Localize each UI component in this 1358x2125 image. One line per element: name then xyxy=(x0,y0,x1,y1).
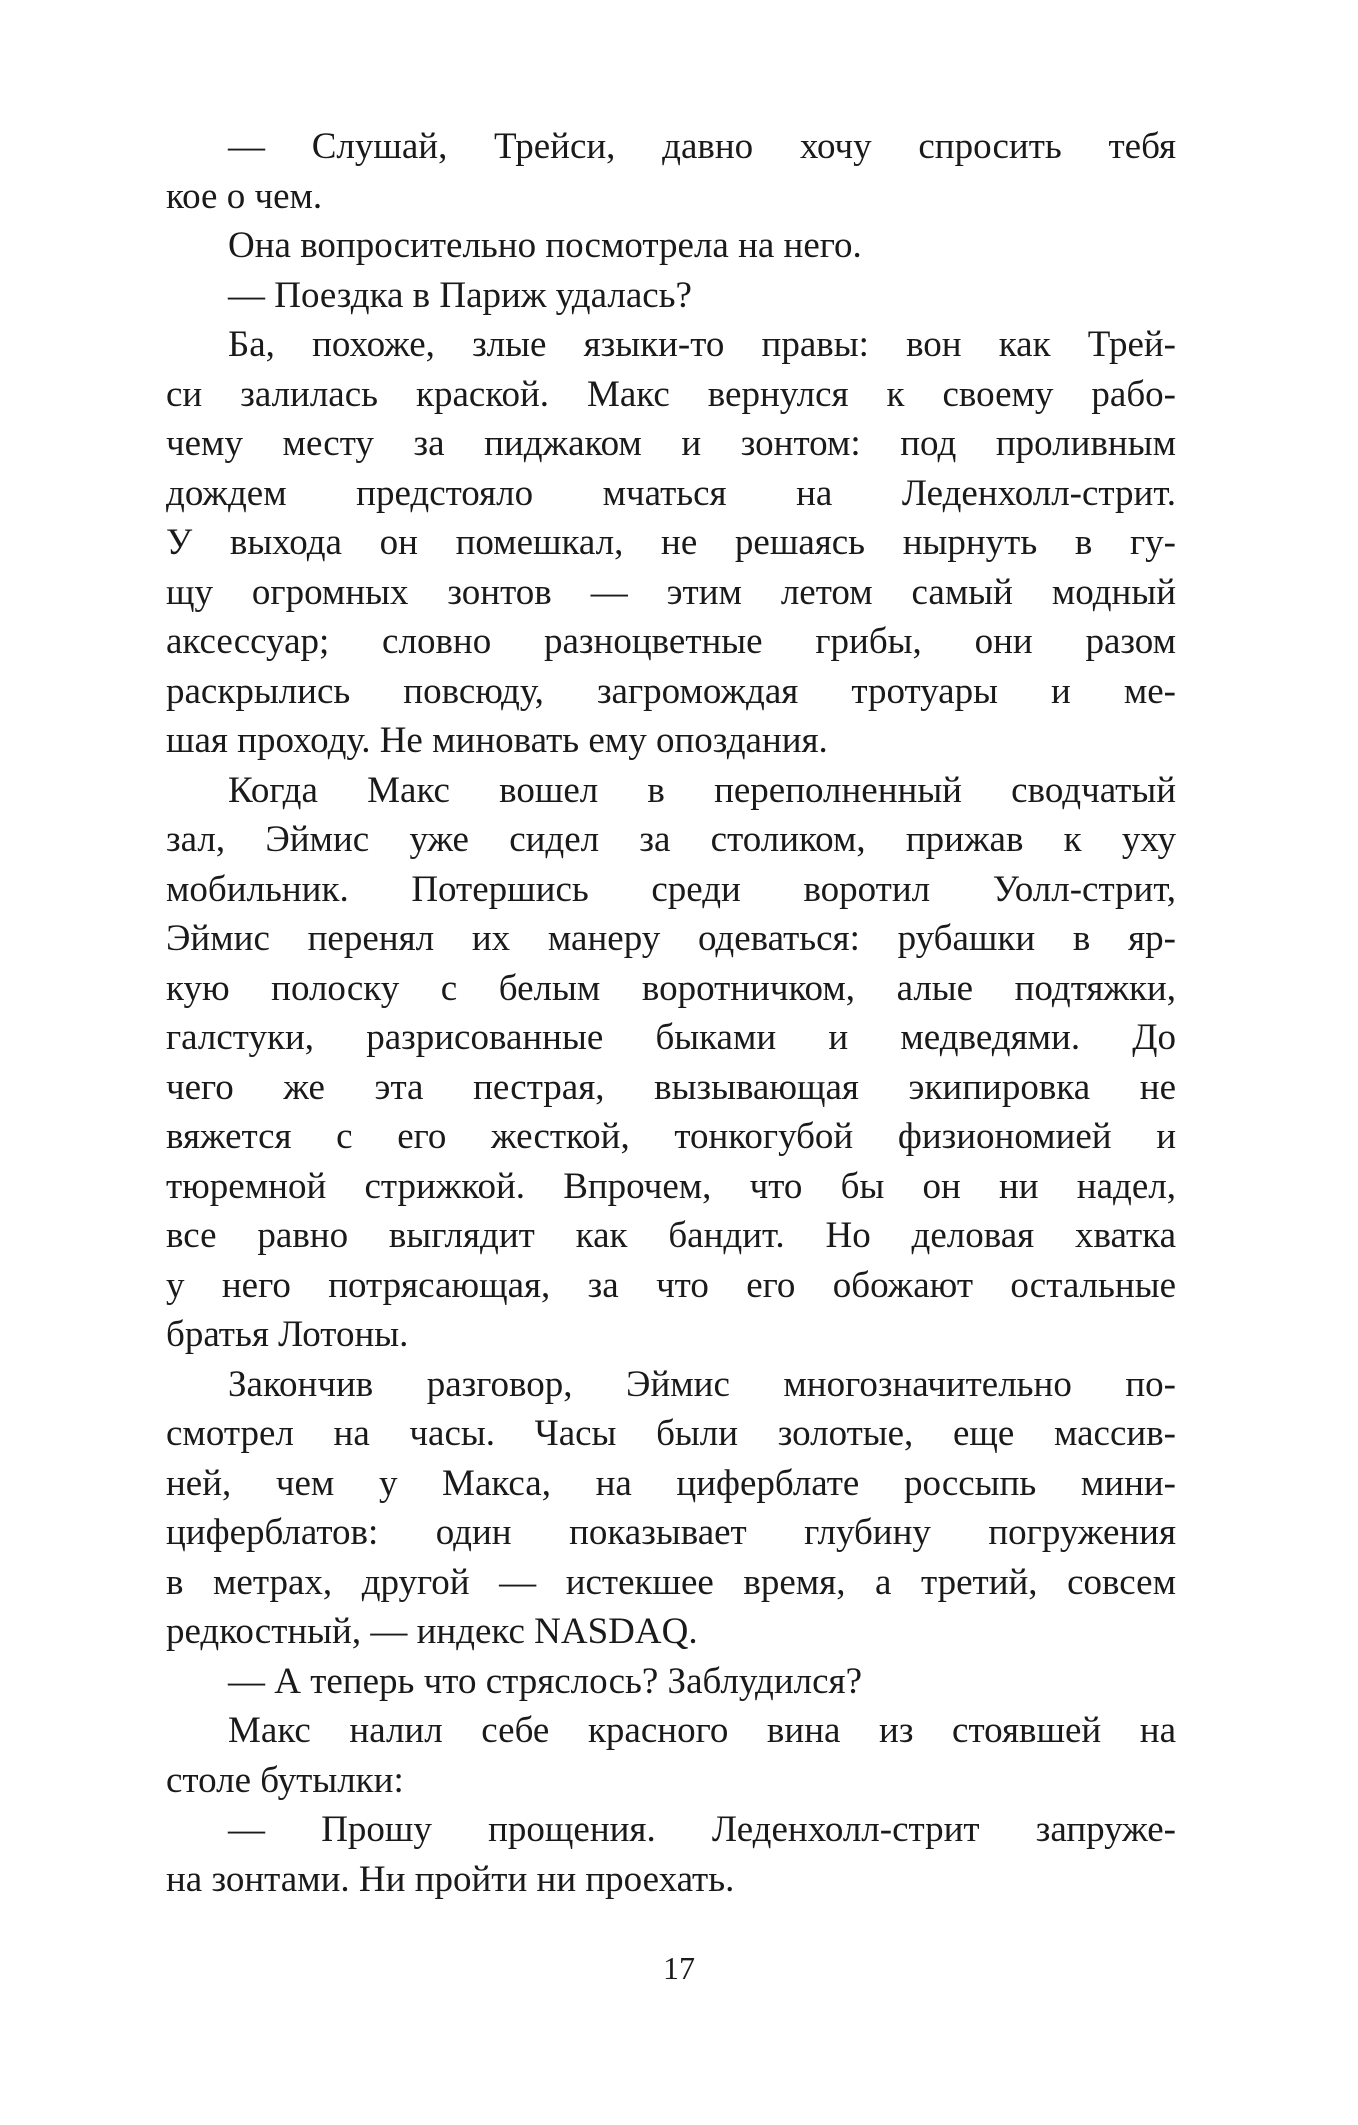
text-line: дождем предстояло мчаться на Леденхолл-стрит. xyxy=(166,472,1176,514)
text-line: тюремной стрижкой. Впрочем, что бы он ни надел, xyxy=(166,1165,1176,1207)
text-line: чего же эта пестрая, вызывающая экипировка не xyxy=(166,1066,1176,1108)
text-line: братья Лотоны. xyxy=(166,1314,409,1355)
text-line: — А теперь что стряслось? Заблудился? xyxy=(228,1660,862,1702)
text-line: мобильник. Потершись среди воротил Уолл-стрит, xyxy=(166,868,1176,910)
text-line: — Прошу прощения. Леденхолл-стрит запруже- xyxy=(228,1809,1176,1850)
text-line: щу огромных зонтов — этим летом самый модный xyxy=(166,571,1176,613)
text-line: у него потрясающая, за что его обожают остальные xyxy=(166,1264,1176,1306)
text-line: — Поездка в Париж удалась? xyxy=(228,274,692,316)
text-line: раскрылись повсюду, загромождая тротуары и ме- xyxy=(166,670,1176,712)
body-text xyxy=(166,122,1176,1904)
text-line: чему месту за пиджаком и зонтом: под проливным xyxy=(166,423,1176,464)
text-line: все равно выглядит как бандит. Но деловая хватка xyxy=(166,1215,1176,1256)
text-line: кую полоску с белым воротничком, алые подтяжки, xyxy=(166,967,1176,1009)
text-line: шая проходу. Не миновать ему опоздания. xyxy=(166,720,828,761)
text-line: столе бутылки: xyxy=(166,1759,404,1801)
text-line: ней, чем у Макса, на циферблате россыпь мини- xyxy=(166,1462,1176,1504)
text-line: — Слушай, Трейси, давно хочу спросить тебя xyxy=(228,126,1176,167)
text-line: аксессуар; словно разноцветные грибы, они разом xyxy=(166,621,1176,662)
text-line: Ба, похоже, злые языки-то правы: вон как Трей- xyxy=(228,324,1176,365)
text-line: Закончив разговор, Эймис многозначительно по- xyxy=(228,1363,1176,1405)
text-line: смотрел на часы. Часы были золотые, еще массив- xyxy=(166,1413,1176,1454)
text-line: Макс налил себе красного вина из стоявшей на xyxy=(228,1710,1176,1751)
text-line: кое о чем. xyxy=(166,175,323,217)
text-line: на зонтами. Ни пройти ни проехать. xyxy=(166,1858,735,1900)
text-line: галстуки, разрисованные быками и медведями. До xyxy=(166,1017,1176,1058)
text-line: в метрах, другой — истекшее время, а третий, совсем xyxy=(166,1561,1176,1603)
text-line: Когда Макс вошел в переполненный сводчатый xyxy=(228,769,1176,811)
text-line: У выхода он помешкал, не решаясь нырнуть в гу- xyxy=(166,522,1176,563)
text-line: Она вопросительно посмотрела на него. xyxy=(228,225,862,266)
text-line: Эймис перенял их манеру одеваться: рубашки в яр- xyxy=(166,918,1176,959)
text-line: циферблатов: один показывает глубину погружения xyxy=(166,1512,1176,1553)
text-line: си залилась краской. Макс вернулся к своему рабо- xyxy=(166,373,1176,415)
text-line: вяжется с его жесткой, тонкогубой физиономией и xyxy=(166,1116,1176,1157)
text-line: редкостный, — индекс NASDAQ. xyxy=(166,1611,698,1652)
page-number: 17 xyxy=(663,1950,695,1986)
text-line: зал, Эймис уже сидел за столиком, прижав к уху xyxy=(166,819,1176,860)
